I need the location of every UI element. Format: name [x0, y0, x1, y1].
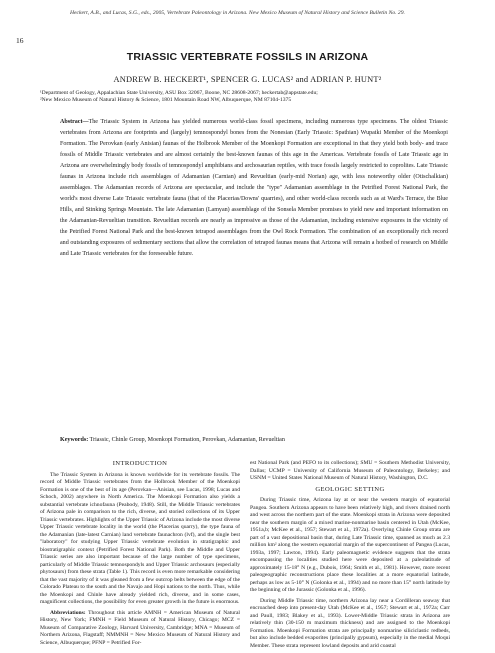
- affiliation-2: ²New Mexico Museum of Natural History & Science, 1801 Mountain Road NW, Albuquerque, NM 87104-1375: [40, 97, 292, 103]
- abstract: [60, 117, 448, 260]
- introduction-paragraph: The Triassic System in Arizona is known worldwide for its vertebrate fossils. The record of Middle Triassic vertebrates from the Holbrook Member of the Moenkopi Formation is one of the best of its age (Perovkan—Anisian, see Lucas, 1998; Lucas and Schoch, 2002) anywhere in North America. The Moenkopi Formation also yields a substantial vertebrate ichnofauna (Peabody, 1948). Still, the Middle Triassic vertebrates of Arizona pale in comparison to the rich, diverse, and storied collections of its Upper Triassic vertebrates. Highlights of the Upper Triassic of Arizona include the most diverse Upper Triassic vertebrate locality in the world (the Placerias quarry), the type fauna of the Adamanian (late-latest Carnian) land vertebrate faunachron (lvf), and the single best "laboratory" for studying Upper Triassic vertebrate evolution in stratigraphic and biostratigraphic context (Petrified Forest National Park). Both the Middle and Upper Triassic series are also important because of the large number of type specimens, particularly of Middle Triassic temnospondyls and Upper Triassic archosaurs (especially phytosaurs) from these strata (Table 1). This record is even more remarkable considering that the vast majority of it was gleaned from a few outcrop belts between the edge of the Colorado Plateau to the south and the Navajo and Hopi nations to the north. Thus, while the Moenkopi and Chinle have already yielded rich, diverse, and in some cases, magnificent collections, the possibility for even greater growth in the future is enormous.: [40, 471, 240, 605]
- abbreviations-label: Abbreviations:: [50, 609, 86, 616]
- abstract-text: The Triassic System in Arizona has yielded numerous world-class fossil specimens, including numerous type specimens. The oldest Triassic vertebrates from Arizona are footprints and (largely) temnospondyl bones from the Nonesian (Early Triassic: Spathian) Wupatki Member of the Moenkopi Formation. The Perovkan (early Anisian) faunas of the Holbrook Member of the Moenkopi Formation are exceptional in that they yield both body- and trace fossils of Middle Triassic vertebrates and are almost certainly the best-known faunas of this age in the Americas. Vertebrate fossils of Late Triassic age in Arizona are overwhelmingly body fossils of temnospondyl amphibians and archosaurian reptiles, with trace fossils largely restricted to coprolites. Late Triassic faunas in Arizona include rich assemblages of Adamanian (Carnian) and Revueltian (early-mid Norian) age, with less noteworthy older (Otischalkian) assemblages. The Adamanian records of Arizona are spectacular, and include the "type" Adamanian assemblage in the Petrified Forest National Park, the world's most diverse Late Triassic vertebrate fauna (that of the Placerias/Downs' quarries), and other world-class records such as at Ward's Terrace, the Blue Hills, and Stinking Springs Mountain. The late Adamanian (Lamyan) assemblage of the Sonsela Member promises to yield new and important information on the Adamanian-Revueltian transition. Revueltian records are nearly as impressive as those of the Adamanian, including extensive exposures in the vicinity of the Petrified Forest National Park and the best-known tetrapod assemblages from the Owl Rock Formation. The combination of an exceptionally rich record and outstanding exposures of sedimentary sections that allow the correlation of tetrapod faunas means that Arizona will remain a hotbed of research on Middle and Late Triassic vertebrates for the foreseeable future.: [60, 119, 448, 257]
- abstract-label: Abstract—: [60, 119, 89, 125]
- geologic-setting-heading: GEOLOGIC SETTING: [315, 485, 385, 493]
- abbreviations-text: Throughout this article AMNH = American Museum of Natural History, New York; FMNH = Field Museum of Natural History, Chicago; MCZ = Museum of Comparative Zoology, Harvard University, Cambridge; MNA = Museum of Northern Arizona, Flagstaff; NMMNH = New Mexico Museum of Natural History and Science, Albuquerque; PFNP = Petrified For-: [40, 609, 240, 646]
- keywords-label: Keywords:: [60, 437, 89, 443]
- abbreviations-continued: est National Park (and PEFO to its collections); SMU = Southern Methodist University, Dallas; UCMP = University of California Museum of Paleontology, Berkeley; and USNM = United States National Museum of Natural History, Washington, D.C.: [250, 460, 450, 481]
- right-column: [250, 460, 450, 653]
- geologic-setting-paragraph-1: During Triassic time, Arizona lay at or near the western margin of equatorial Pangea. Southern Arizona appears to have been relatively high, and rivers drained north and west across the northern part of the state. Moenkopi strata in Arizona were deposited near the southern margin of a mixed marine-nonmarine basin centered in Utah (McKee, 1951a,b; McKee et al., 1957; Stewart et al., 1972a). Overlying Chinle Group strata are part of a vast depositional basin that, during Late Triassic time, spanned as much as 2.3 million km² along the western equatorial margin of the supercontinent of Pangea (Lucas, 1993a, 1997; Lawton, 1994). Early paleomagnetic evidence suggests that the strata encompassing the localities studied here were deposited at a paleolatitude of approximately 15-18° N (e.g., Dubois, 1964; Smith et al., 1981). However, more recent paleogeographic reconstructions place these localities at a more equatorial latitude, perhaps as low as 5-10° N (Golonka et al., 1994) and no more than 15° north latitude by the beginning of the Jurassic (Golonka et al., 1996).: [250, 497, 450, 593]
- introduction-heading: INTRODUCTION: [112, 460, 168, 467]
- left-column: [40, 460, 240, 650]
- paper-title: TRIASSIC VERTEBRATE FOSSILS IN ARIZONA: [126, 51, 369, 63]
- geologic-setting-paragraph-2: During Middle Triassic time, northern Arizona lay near a Cordilleran seaway that encroached deep into present-day Utah (McKee et al., 1957; Stewart et al., 1972a; Carr and Paull, 1983; Blakey et al., 1993). Lower-Middle Triassic strata in Arizona are relatively thin (30-150 m maximum thickness) and are assigned to the Moenkopi Formation. Moenkopi Formation strata are principally nonmarine siliciclastic redbeds, but also include bedded evaporites (principally gypsum), especially in the medial Moqui Member. These strata represent lowland deposits and arid coastal: [250, 597, 450, 649]
- affiliation-1: ¹Department of Geology, Appalachian State University, ASU Box 32067, Boone, NC 28608-2067; heckertab@appstate.edu;: [40, 90, 318, 96]
- keywords: [60, 436, 448, 445]
- author-list: ANDREW B. HECKERT¹, SPENCER G. LUCAS² and ADRIAN P. HUNT²: [113, 75, 382, 84]
- abbreviations-paragraph: [40, 610, 240, 648]
- keywords-text: Triassic, Chinle Group, Moenkopi Formation, Perovkan, Adamanian, Revueltian: [89, 437, 285, 443]
- page-number: 16: [16, 36, 24, 45]
- journal-citation: Heckert, A.B., and Lucas, S.G., eds., 2005, Vertebrate Paleontology in Arizona. New Mexico Museum of Natural History and Science Bulletin No. 29.: [70, 10, 405, 16]
